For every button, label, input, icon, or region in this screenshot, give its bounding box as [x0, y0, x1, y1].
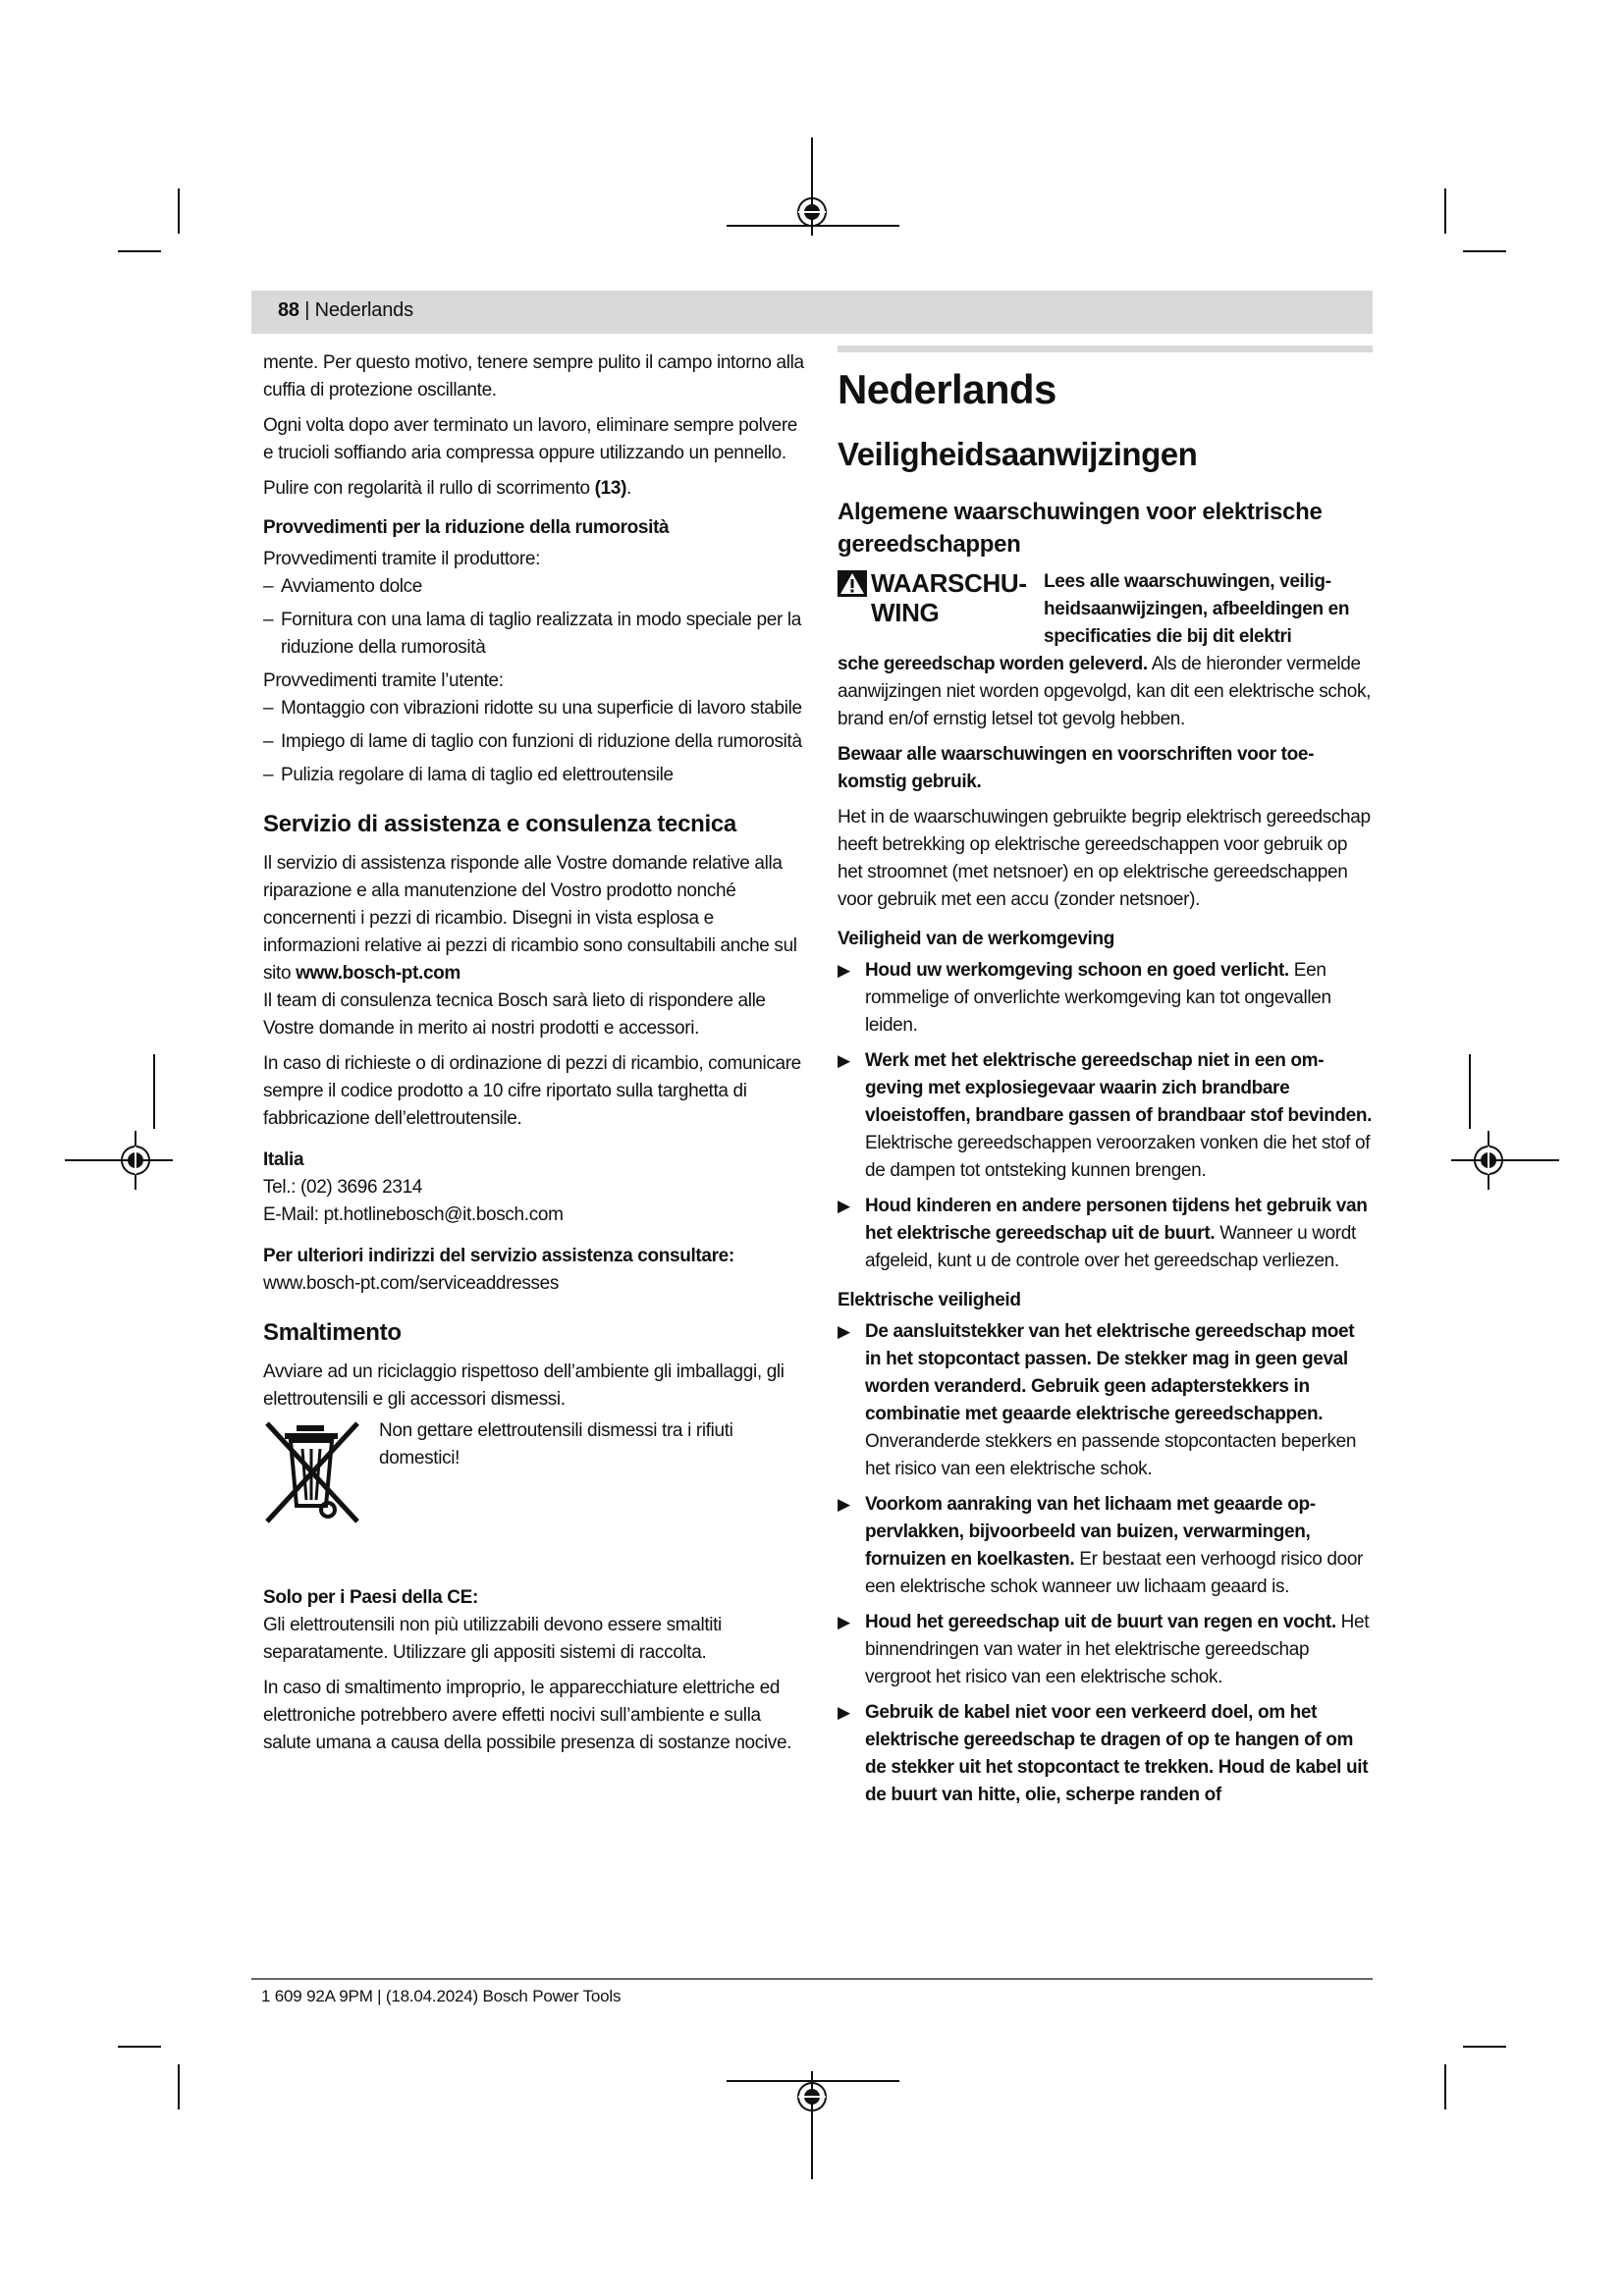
bullet-triangle-icon: ▶ — [838, 1197, 850, 1215]
bullet-triangle-icon: ▶ — [838, 1322, 850, 1341]
noise-manufacturer-label: Provvedimenti tramite il produttore: — [263, 549, 541, 569]
registration-mark-icon — [1451, 1131, 1559, 1190]
noise-user-label: Provvedimenti tramite l’utente: — [263, 670, 504, 691]
bullet-triangle-icon: ▶ — [838, 1051, 850, 1070]
list-item: ▶ Houd het gereedschap uit de buurt van regen en vocht. Het binnendringen van water in het elektrische gereedschap vergroot het risico van een elektrische schok. — [838, 1609, 1373, 1691]
bullet-triangle-icon: ▶ — [838, 1495, 850, 1514]
header-language: Nederlands — [314, 299, 413, 321]
paragraph: Ogni volta dopo aver terminato un lavoro, eliminare sempre polvere e trucioli soffiando aria compressa oppure utilizzando un pennello. — [263, 415, 798, 463]
warning-icon — [838, 570, 867, 597]
bullet-triangle-icon: ▶ — [838, 961, 850, 980]
page-number: 88 — [278, 299, 299, 321]
footer-rule — [251, 1978, 1373, 1980]
disposal-heading: Smaltimento — [263, 1319, 402, 1346]
paragraph: Il team di consulenza tecnica Bosch sarà lieto di rispondere alle Vostre domande in merito ai nostri prodotti e accessori. — [263, 990, 766, 1039]
paragraph: In caso di smaltimento improprio, le apparecchiature elettriche ed elettroniche potrebbero avere effetti nocivi sull’ambiente e sulla salute umana a causa della possibile presenza di sostanze nocive. — [263, 1678, 792, 1753]
weee-text: Non gettare elettroutensili dismessi tra i rifiuti domestici! — [379, 1420, 733, 1468]
list-item: ▶ Houd uw werkomgeving schoon en goed verlicht. Een rommelige of onverlichte werkomgeving kan tot ongevallen leiden. — [838, 957, 1373, 1040]
keep-instructions: Bewaar alle waarschuwingen en voorschriften voor toekomstig gebruik. — [838, 744, 1315, 792]
bullet-triangle-icon: ▶ — [838, 1703, 850, 1722]
list-item: ▶ De aansluitstekker van het elektrische gereedschap moet in het stopcontact passen. De stekker mag in geen geval worden veranderd. Gebruik geen adapterstekkers in combinatie met geaarde elektrische gereedschappen. Onveranderde stekkers en passende stopcontacten beperken het risico van een elektrische schok. — [838, 1318, 1373, 1483]
electric-heading: Elektrische veiligheid — [838, 1290, 1021, 1310]
service-heading: Servizio di assistenza e consulenza tecnica — [263, 811, 736, 837]
paragraph: mente. Per questo motivo, tenere sempre pulito il campo intorno alla cuffia di protezione oscillante. — [263, 352, 804, 400]
paragraph: In caso di richieste o di ordinazione di pezzi di ricambio, comunicare sempre il codice prodotto a 10 cifre riportato sulla targhetta di fabbricazione dell’elettroutensile. — [263, 1053, 801, 1129]
warning-label: WAARSCHUWING — [838, 568, 1044, 651]
column-top-rule — [838, 346, 1373, 352]
phone: Tel.: (02) 3696 2314 — [263, 1177, 423, 1198]
page-footer: 1 609 92A 9PM | (18.04.2024) Bosch Power Tools — [261, 1987, 622, 2005]
list-item: – Fornitura con una lama di taglio realizzata in modo speciale per la riduzione della rumorosità — [263, 610, 801, 658]
paragraph: Het in de waarschuwingen gebruikte begrip elektrisch gereedschap heeft betrekking op elektrische gereedschappen voor gebruik op het stroomnet (met netsnoer) en op elektrische gereedschappen voor gebruik met een accu (zonder netsnoer). — [838, 807, 1371, 910]
weee-notice — [263, 1417, 809, 1525]
list-item: – Pulizia regolare di lama di taglio ed elettroutensile — [263, 765, 674, 785]
part-reference: (13) — [594, 478, 627, 499]
paragraph: Il servizio di assistenza risponde alle Vostre domande relative alla riparazione e alla manutenzione del Vostro prodotto nonché concernenti i pezzi di ricambio. Disegni in vista esplosa e informazioni relative ai pezzi di ricambio sono consultabili anche sul sito www.bosch-pt.com — [263, 853, 797, 984]
paragraph: sche gereedschap worden geleverd. Als de hieronder vermelde aanwijzingen niet worden opgevolgd, kan dit een elektrische schok, brand en/of ernstig letsel tot gevolg hebben. — [838, 654, 1372, 729]
crossed-bin-icon — [263, 1417, 365, 1525]
warning-block — [838, 568, 1373, 651]
registration-mark-icon — [65, 1131, 173, 1190]
crop-mark — [153, 1054, 155, 1129]
crop-mark — [1463, 2046, 1506, 2048]
list-item: ▶ Voorkom aanraking van het lichaam met geaarde oppervlakken, bijvoorbeeld van buizen, verwarmingen, fornuizen en koelkasten. Er bestaat een verhoogd risico door een elektrische schok wanneer uw lichaam geaard is. — [838, 1491, 1373, 1601]
paragraph: Avviare ad un riciclaggio rispettoso dell’ambiente gli imballaggi, gli elettroutensili e gli accessori dismessi. — [263, 1362, 785, 1410]
crop-mark — [1469, 1054, 1471, 1129]
list-item: ▶ Werk met het elektrische gereedschap niet in een omgeving met explosiegevaar waarin zich brandbare vloeistoffen, brandbare gassen of brandbaar stof bevinden. Elektrische gereedschappen veroorzaken vonken die het stof of de dampen tot ontsteking kunnen brengen. — [838, 1047, 1373, 1185]
page-header: 88 | Nederlands — [251, 291, 1373, 334]
crop-mark — [178, 2064, 180, 2109]
left-column — [263, 349, 809, 1765]
crop-mark — [118, 250, 161, 252]
service-link[interactable]: www.bosch-pt.com — [296, 963, 460, 984]
registration-mark-icon — [727, 2071, 899, 2179]
email[interactable]: E-Mail: pt.hotlinebosch@it.bosch.com — [263, 1204, 564, 1225]
right-column — [838, 346, 1373, 1817]
list-item: ▶ Houd kinderen en andere personen tijdens het gebruik van het elektrische gereedschap uit de buurt. Wanneer u wordt afgeleid, kunt u de controle over het gereedschap verliezen. — [838, 1193, 1373, 1275]
workarea-heading: Veiligheid van de werkomgeving — [838, 929, 1114, 949]
list-item: ▶ Gebruik de kabel niet voor een verkeerd doel, om het elektrische gereedschap te dragen of op te hangen of om de stekker uit het stopcontact te trekken. Houd de kabel uit de buurt van hitte, olie, scherpe randen of — [838, 1699, 1373, 1809]
page-title: Nederlands — [838, 366, 1056, 412]
crop-mark — [1444, 188, 1446, 234]
bullet-triangle-icon: ▶ — [838, 1613, 850, 1631]
crop-mark — [1444, 2064, 1446, 2109]
list-item: – Impiego di lame di taglio con funzioni di riduzione della rumorosità — [263, 731, 802, 752]
list-item: – Montaggio con vibrazioni ridotte su una superficie di lavoro stabile — [263, 698, 802, 719]
registration-mark-icon — [727, 137, 899, 236]
section-title: Veiligheidsaanwijzingen — [838, 436, 1198, 472]
noise-heading: Provvedimenti per la riduzione della rumorosità — [263, 517, 670, 538]
crop-mark — [118, 2046, 161, 2048]
crop-mark — [178, 188, 180, 234]
country-heading: Italia — [263, 1149, 304, 1170]
ce-heading: Solo per i Paesi della CE: — [263, 1587, 478, 1608]
list-item: – Avviamento dolce — [263, 576, 423, 597]
paragraph: Gli elettroutensili non più utilizzabili devono essere smaltiti separatamente. Utilizzare gli appositi sistemi di raccolta. — [263, 1615, 722, 1663]
more-addresses-heading: Per ulteriori indirizzi del servizio assistenza consultare: — [263, 1246, 734, 1266]
paragraph: Pulire con regolarità il rullo di scorrimento (13). — [263, 478, 631, 499]
subsection-title: Algemene waarschuwingen voor elektrische gereedschappen — [838, 499, 1323, 558]
crop-mark — [1463, 250, 1506, 252]
service-addresses-link[interactable]: www.bosch-pt.com/serviceaddresses — [263, 1273, 560, 1294]
warning-lead: Lees alle waarschuwingen, veiligheidsaanwijzingen, afbeeldingen en specificaties die bij dit elektri — [1044, 571, 1350, 647]
